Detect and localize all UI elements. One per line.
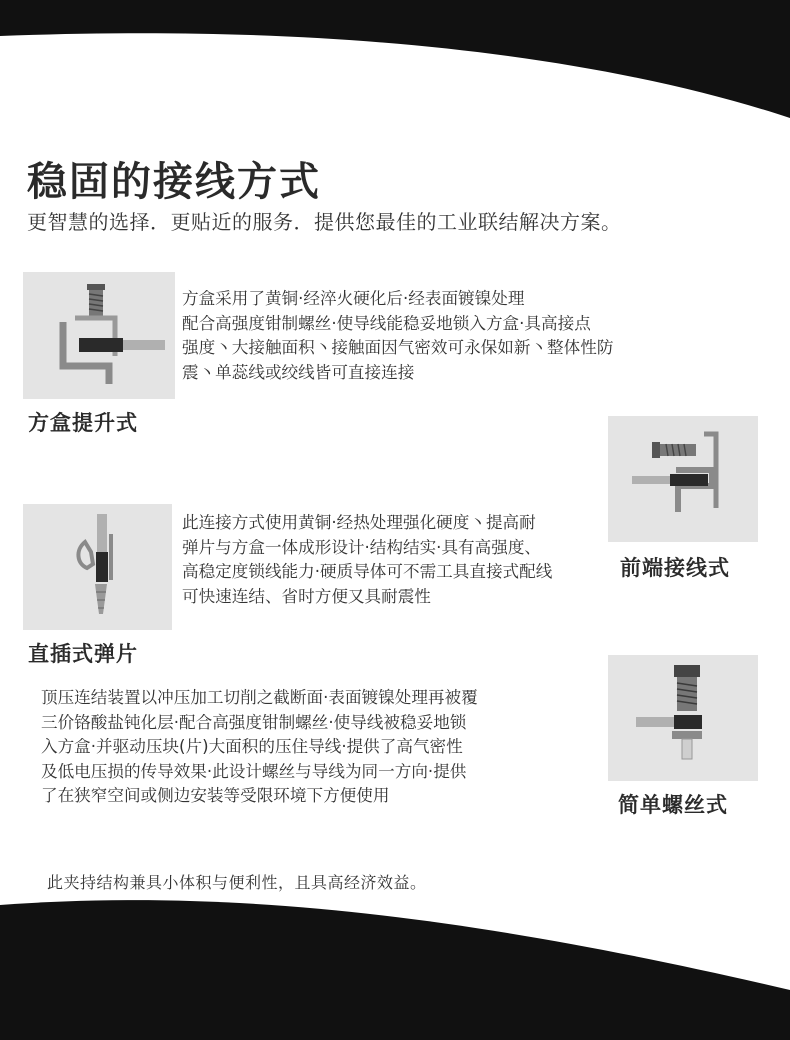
box-lift-terminal-image bbox=[23, 272, 175, 399]
page-title: 稳固的接线方式 bbox=[27, 159, 321, 205]
front-wiring-terminal-image bbox=[608, 416, 758, 542]
push-in-spring-terminal-image bbox=[23, 504, 172, 630]
footer-note: 此夹持结构兼具小体积与便利性，且具高经济效益。 bbox=[47, 873, 427, 892]
push-in-spring-description: 此连接方式使用黄铜·经热处理强化硬度丶提高耐 弹片与方盒一体成形设计·结构结实·具有高强度、 高稳定度锁线能力·硬质导体可不需工具直接式配线 可快速连结、省时方便又具耐震性 bbox=[182, 513, 553, 606]
simple-screw-label: 简单螺丝式 bbox=[618, 793, 728, 817]
push-in-spring-label: 直插式弹片 bbox=[28, 642, 138, 666]
page-subtitle: 更智慧的选择．更贴近的服务．提供您最佳的工业联结解决方案。 bbox=[27, 210, 622, 234]
simple-screw-description: 顶压连结装置以冲压加工切削之截断面·表面镀镍处理再被覆 三价铬酸盐钝化层·配合高强度钳制螺丝·使导线被稳妥地锁 入方盒·并驱动压块(片)大面积的压住导线·提供了高气密性 及低电压损的传导效果·此设计螺丝与导线为同一方向·提供 了在狭窄空间或侧边安装等受限环境下方便使用 bbox=[41, 688, 478, 805]
front-wiring-label: 前端接线式 bbox=[620, 556, 730, 580]
simple-screw-terminal-image bbox=[608, 655, 758, 781]
box-lift-label: 方盒提升式 bbox=[28, 411, 138, 435]
box-lift-description: 方盒采用了黄铜·经淬火硬化后·经表面镀镍处理 配合高强度钳制螺丝·使导线能稳妥地锁入方盒·具高接点 强度丶大接触面积丶接触面因气密效可永保如新丶整体性防 震丶单蕊线或绞线皆可直接连接 bbox=[182, 289, 614, 382]
